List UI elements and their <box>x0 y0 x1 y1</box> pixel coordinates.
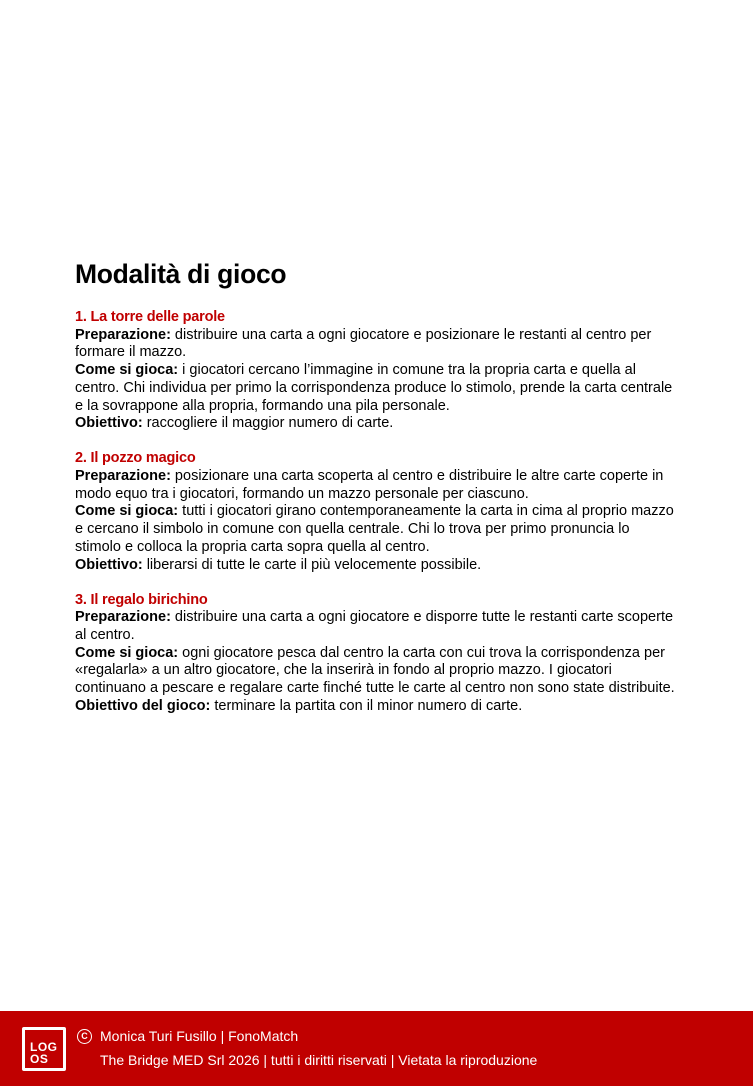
section-title: 2. Il pozzo magico <box>75 450 196 467</box>
label: Obiettivo: <box>75 415 143 432</box>
logo-text-line2: OS <box>30 1052 49 1066</box>
label: Come si gioca: <box>75 362 179 379</box>
paragraph-obiettivo <box>75 557 675 575</box>
footer-bar <box>0 1011 753 1086</box>
paragraph-come-si-gioca <box>75 503 675 556</box>
copyright-icon: C <box>77 1029 92 1044</box>
paragraph-preparazione <box>75 327 675 363</box>
label: Come si gioca: <box>75 644 179 661</box>
text: ogni giocatore pesca dal centro la carta con cui trova la corrispondenza per «regalarla» a un altro giocatore, che la inserirà in fondo al proprio mazzo. I giocatori continuano a pescare e regalare carte finché tutte le carte al centro non sono state distribuite. <box>75 644 675 697</box>
text: i giocatori cercano l’immagine in comune tra la propria carta e quella al centro. Chi individua per primo la corrispondenza produce lo stimolo, prende la carta centrale e la sovrappone alla propria, formando una pila personale. <box>75 362 673 414</box>
label: Preparazione: <box>75 609 171 626</box>
section-title: 1. La torre delle parole <box>75 309 225 325</box>
logo-text-line1: LOG <box>30 1040 58 1054</box>
text: liberarsi di tutte le carte il più velocemente possibile. <box>142 556 482 573</box>
paragraph-come-si-gioca <box>75 362 675 415</box>
text: raccogliere il maggior numero di carte. <box>142 415 394 432</box>
text: posizionare una carta scoperta al centro e distribuire le altre carte coperte in modo equo tra i giocatori, formando un mazzo personale per ciascuno. <box>75 467 664 502</box>
page-title: Modalità di gioco <box>75 259 287 289</box>
section-pozzo-magico <box>75 450 675 574</box>
label: Come si gioca: <box>75 503 179 520</box>
label: Preparazione: <box>75 467 171 484</box>
label: Preparazione: <box>75 326 171 343</box>
paragraph-come-si-gioca <box>75 645 675 698</box>
paragraph-obiettivo <box>75 698 675 716</box>
footer-author: Monica Turi Fusillo | FonoMatch <box>100 1028 299 1044</box>
label: Obiettivo: <box>75 556 143 573</box>
label: Obiettivo del gioco: <box>75 698 211 715</box>
text: distribuire una carta a ogni giocatore e posizionare le restanti al centro per formare il mazzo. <box>75 326 652 361</box>
document-body <box>75 256 675 716</box>
paragraph-preparazione <box>75 468 675 504</box>
logos-logo <box>22 1027 66 1071</box>
section-title: 3. Il regalo birichino <box>75 591 208 608</box>
section-regalo-birichino <box>75 592 675 716</box>
text: terminare la partita con il minor numero di carte. <box>210 698 523 715</box>
paragraph-obiettivo <box>75 415 675 433</box>
paragraph-preparazione <box>75 609 675 645</box>
text: distribuire una carta a ogni giocatore e disporre tutte le restanti carte scoperte al centro. <box>75 609 674 643</box>
text: tutti i giocatori girano contemporaneamente la carta in cima al proprio mazzo e cercano il simbolo in comune con quella centrale. Chi lo trova per primo pronuncia lo stimolo e colloca la propria carta sopra quella al centro. <box>75 503 674 555</box>
section-torre-delle-parole <box>75 309 675 433</box>
footer-rights: The Bridge MED Srl 2026 | tutti i diritti riservati | Vietata la riproduzione <box>100 1052 538 1068</box>
